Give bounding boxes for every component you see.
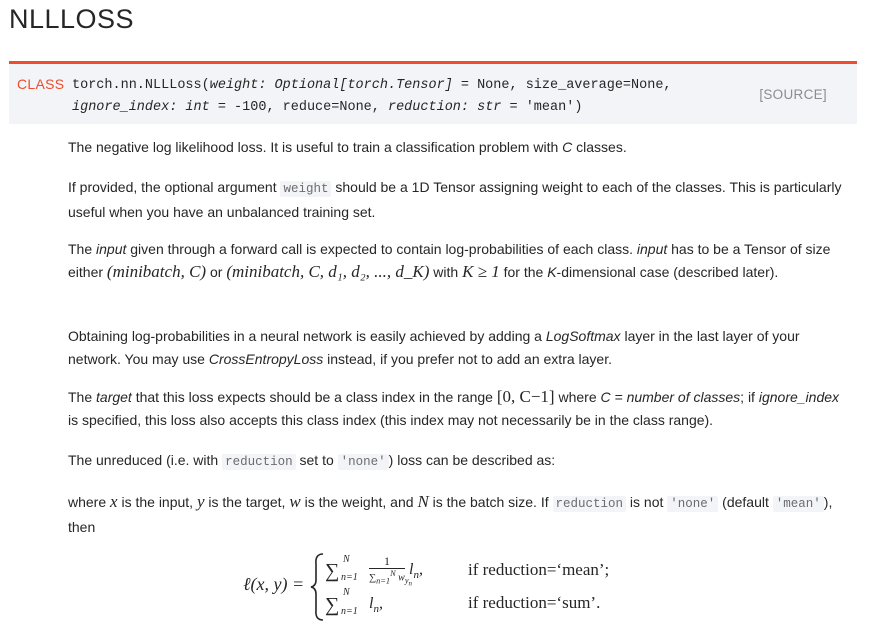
- param-reduction-default: = 'mean': [501, 100, 575, 115]
- param-weight-default: = None,: [452, 78, 526, 93]
- math-shape-1: (minibatch, C): [106, 261, 207, 281]
- page-title: NLLLOSS: [9, 4, 135, 34]
- param-ignore-index-default: = -100,: [209, 100, 283, 115]
- link-crossentropyloss[interactable]: CrossEntropyLoss: [208, 350, 324, 367]
- paragraph-unreduced: The unreduced (i.e. with reduction set to 'none' ) loss can be described as:: [68, 452, 556, 469]
- loss-formula: [243, 552, 663, 622]
- code-mean: 'mean': [773, 496, 824, 512]
- formula-case-sum-cond: if reduction=‘sum’.: [468, 593, 601, 612]
- signature-close: ): [574, 100, 583, 115]
- class-signature: [9, 64, 857, 124]
- paragraph-weight: If provided, the optional argument weight should be a 1D Tensor assigning weight to each of the classes. This is particularly useful when you have an unbalanced training set.: [68, 179, 842, 220]
- formula-case-sum-expr: ∑ N n=1 $l_n$,: [325, 587, 383, 617]
- paragraph-logsoftmax: Obtaining log-probabilities in a neural network is easily achieved by adding a LogSoftmax layer in the last layer of your network. You may use CrossEntropyLoss instead, if you prefer not to add an extra layer.: [68, 328, 800, 367]
- class-label: CLASS: [17, 76, 65, 92]
- param-size-average: size_average=None,: [525, 78, 672, 93]
- math-k-condition: K ≥ 1: [462, 261, 500, 281]
- code-weight: weight: [280, 181, 331, 197]
- code-none-2: 'none': [667, 496, 718, 512]
- formula-case-mean-cond: if reduction=‘mean’;: [468, 560, 610, 579]
- param-ignore-index: ignore_index: int: [72, 100, 210, 115]
- signature-name: torch.nn.NLLLoss(: [72, 78, 210, 93]
- signature-text: [72, 75, 752, 119]
- paragraph-target: The target that this loss expects should be a class index in the range [0, C−1] where C = number of classes; if ignore_index is specified, this loss also accepts this class index (this index may not necessarily be in the class range).: [68, 387, 840, 428]
- link-logsoftmax[interactable]: LogSoftmax: [545, 328, 621, 344]
- source-link[interactable]: [SOURCE]: [759, 87, 827, 102]
- param-reduce: reduce=None,: [282, 100, 388, 115]
- formula-brace: [309, 552, 325, 622]
- math-shape-2: (minibatch, C, d₁, d₂, ..., d_K): [226, 261, 430, 281]
- paragraph-where: where x is the input, y is the target, w is the weight, and N is the batch size. If reduction is not 'none' (default 'mean' ), then: [68, 492, 833, 535]
- formula-lhs: ℓ(x, y) =: [243, 574, 305, 594]
- code-none: 'none': [338, 454, 389, 470]
- param-reduction: reduction: str: [387, 100, 502, 115]
- math-range: [0, C−1]: [496, 387, 555, 406]
- formula-case-mean-expr: ∑ N n=1 1 $\sum_{n=1}^N$ $w_{y_n}$ $l_n$,: [325, 554, 423, 588]
- code-reduction: reduction: [222, 454, 296, 470]
- paragraph-input: The input given through a forward call is expected to contain log-probabilities of each class. input has to be a Tensor of size either (minibatch, C) or (minibatch, C, d₁, d₂, ..., d_K) with K ≥ 1 for the K-dimensional case (described later).: [68, 241, 831, 281]
- paragraph-intro: The negative log likelihood loss. It is useful to train a classification problem with C classes.: [68, 139, 627, 155]
- code-reduction-2: reduction: [553, 496, 627, 512]
- param-weight: weight: Optional[torch.Tensor]: [209, 78, 453, 93]
